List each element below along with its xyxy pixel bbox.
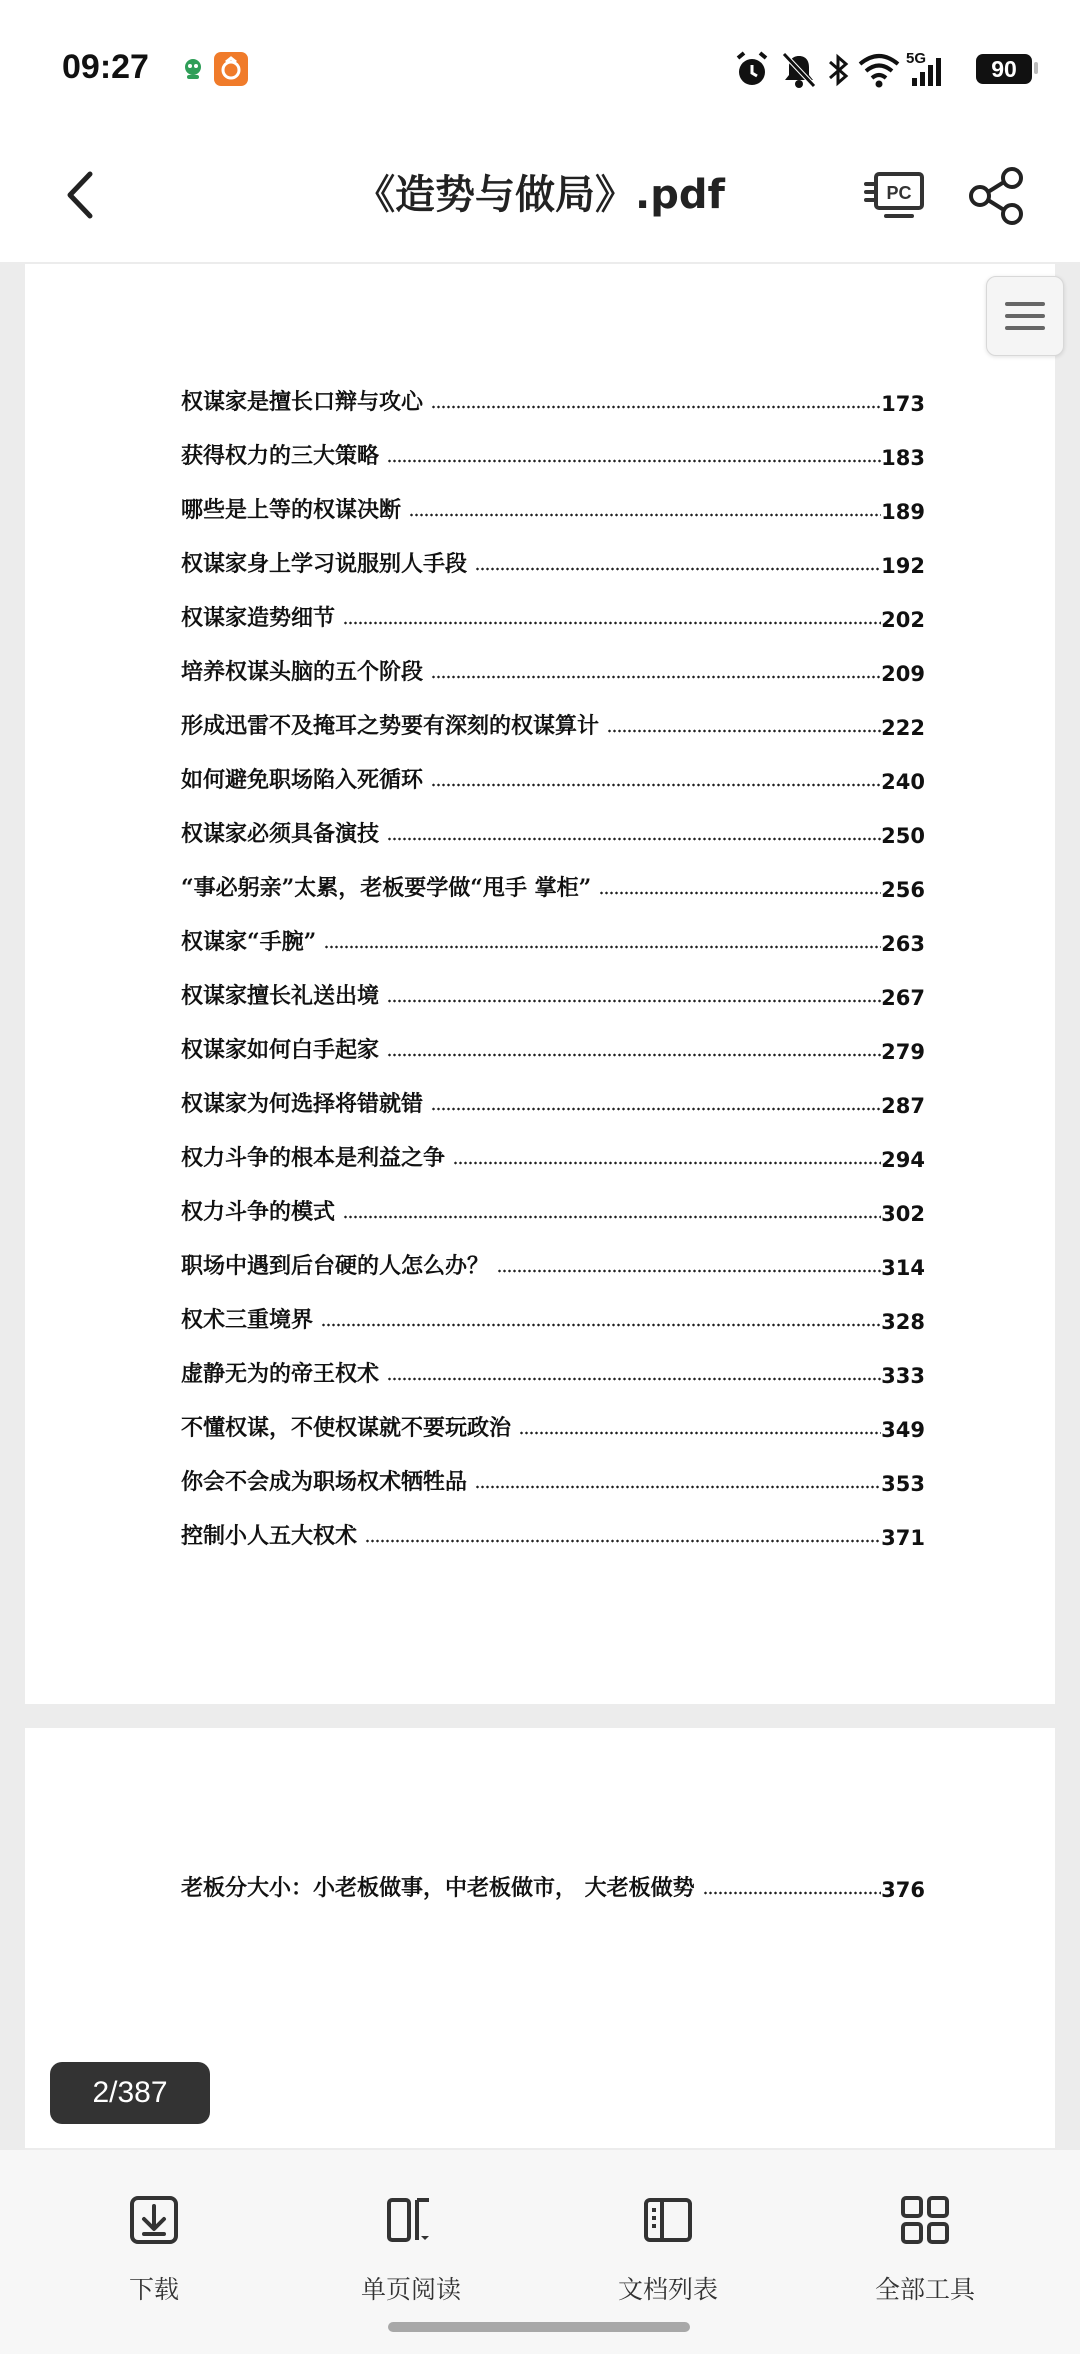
- signal-icon: [908, 48, 950, 92]
- battery-tip: [1034, 62, 1038, 74]
- grid-icon: [897, 2192, 953, 2248]
- pdf-page[interactable]: [25, 264, 1055, 1704]
- page-indicator: 2/387: [50, 2062, 210, 2124]
- toc-entry[interactable]: [181, 862, 925, 902]
- toc-entry-title: 权谋家“手腕”: [181, 929, 317, 955]
- toc-entry[interactable]: [181, 1402, 925, 1442]
- toc-entry[interactable]: [181, 1456, 925, 1496]
- toc-entry-page: 353: [881, 1472, 925, 1496]
- toc-entry[interactable]: [181, 1348, 925, 1388]
- toc-entry[interactable]: [181, 916, 925, 956]
- all-tools-label: 全部工具: [874, 2275, 975, 2304]
- toc-leader-dots: [387, 837, 881, 841]
- toc-entry-page: 302: [881, 1202, 925, 1226]
- toc-entry-page: 349: [881, 1418, 925, 1442]
- toc-entry[interactable]: [181, 376, 925, 416]
- single-page-icon: [383, 2192, 439, 2248]
- toc-leader-dots: [453, 1161, 881, 1165]
- back-button[interactable]: [50, 160, 120, 230]
- toc-leader-dots: [324, 945, 881, 949]
- toc-entry-title: 权术三重境界: [181, 1307, 314, 1333]
- toc-leader-dots: [607, 729, 881, 733]
- alarm-icon: [732, 48, 772, 92]
- toc-entry-page: 314: [881, 1256, 925, 1280]
- toc-entry-title: 如何避免职场陷入死循环: [181, 767, 424, 793]
- toc-entry-title: 权谋家是擅长口辩与攻心: [181, 389, 424, 415]
- toc-entry-title: 不懂权谋，不使权谋就不要玩政治: [181, 1415, 512, 1441]
- menu-icon-bar-2: [1005, 326, 1045, 330]
- toc-entry-page: 240: [881, 770, 925, 794]
- status-bar: [0, 0, 1080, 130]
- toc-entry-page: 371: [881, 1526, 925, 1550]
- toc-entry-page: 279: [881, 1040, 925, 1064]
- toc-entry-title: 老板分大小：小老板做事，中老板做市， 大老板做势: [181, 1875, 695, 1901]
- toc-leader-dots: [599, 891, 881, 895]
- toc-entry-page: 333: [881, 1364, 925, 1388]
- single-page-label: 单页阅读: [360, 2275, 461, 2304]
- toc-entry-page: 328: [881, 1310, 925, 1334]
- toc-leader-dots: [387, 1053, 881, 1057]
- toc-entry-title: 权谋家身上学习说服别人手段: [181, 551, 468, 577]
- toc-entry[interactable]: [181, 1132, 925, 1172]
- toc-leader-dots: [365, 1539, 881, 1543]
- toc-entry-title: 职场中遇到后台硬的人怎么办？: [181, 1253, 490, 1279]
- toc-leader-dots: [431, 675, 881, 679]
- toc-entry-page: 202: [881, 608, 925, 632]
- all-tools-button[interactable]: [815, 2192, 1035, 2312]
- share-icon: [962, 160, 1032, 230]
- toc-entry-page: 183: [881, 446, 925, 470]
- toc-entry-title: 获得权力的三大策略: [181, 443, 380, 469]
- toc-leader-dots: [431, 783, 881, 787]
- toc-entry-page: 256: [881, 878, 925, 902]
- download-icon: [126, 2192, 182, 2248]
- toc-entry-page: 189: [881, 500, 925, 524]
- toc-entry[interactable]: [181, 646, 925, 686]
- toc-entry-title: 权力斗争的模式: [181, 1199, 336, 1225]
- toc-leader-dots: [497, 1269, 881, 1273]
- toc-leader-dots: [431, 405, 881, 409]
- document-list-button[interactable]: [558, 2192, 778, 2312]
- toc-leader-dots: [475, 567, 881, 571]
- toc-entry[interactable]: [181, 1294, 925, 1334]
- toc-leader-dots: [343, 621, 881, 625]
- document-list-icon: [640, 2192, 696, 2248]
- share-button[interactable]: [962, 160, 1032, 230]
- toc-entry[interactable]: [181, 430, 925, 470]
- toc-entry-page: 192: [881, 554, 925, 578]
- toc-entry[interactable]: [181, 1240, 925, 1280]
- app-header: [0, 130, 1080, 262]
- toc-entry[interactable]: [181, 1862, 925, 1902]
- toc-entry-title: 权谋家必须具备演技: [181, 821, 380, 847]
- toc-leader-dots: [387, 999, 881, 1003]
- toc-leader-dots: [409, 513, 881, 517]
- toc-entry[interactable]: [181, 484, 925, 524]
- document-list-label: 文档列表: [617, 2275, 718, 2304]
- pc-label: PC: [886, 183, 912, 203]
- notification-app-icon-2: [214, 52, 248, 86]
- toc-leader-dots: [321, 1323, 881, 1327]
- wifi-icon: [856, 48, 902, 92]
- outline-menu-button[interactable]: [986, 276, 1064, 356]
- toc-entry-page: 250: [881, 824, 925, 848]
- toc-entry-title: 形成迅雷不及掩耳之势要有深刻的权谋算计: [181, 713, 600, 739]
- toc-leader-dots: [387, 459, 881, 463]
- toc-entry-title: 控制小人五大权术: [181, 1523, 358, 1549]
- toc-entry-title: 你会不会成为职场权术牺牲品: [181, 1469, 468, 1495]
- open-on-pc-button[interactable]: [860, 160, 930, 230]
- toc-entry-title: 权谋家造势细节: [181, 605, 336, 631]
- toc-entry-page: 376: [881, 1878, 925, 1902]
- toc-entry[interactable]: [181, 808, 925, 848]
- toc-entry[interactable]: [181, 592, 925, 632]
- toc-entry-title: 权谋家擅长礼送出境: [181, 983, 380, 1009]
- toc-entry-title: 权力斗争的根本是利益之争: [181, 1145, 446, 1171]
- toc-entry[interactable]: [181, 1510, 925, 1550]
- download-label: 下载: [128, 2275, 179, 2304]
- toc-entry-page: 209: [881, 662, 925, 686]
- toc-entry-title: 虚静无为的帝王权术: [181, 1361, 380, 1387]
- toc-entry-title: “事必躬亲”太累，老板要学做“甩手 掌柜”: [181, 875, 592, 901]
- toc-leader-dots: [519, 1431, 881, 1435]
- toc-entry-page: 287: [881, 1094, 925, 1118]
- toc-entry[interactable]: [181, 1186, 925, 1226]
- toc-entry[interactable]: [181, 1078, 925, 1118]
- network-type: 5G: [906, 50, 927, 67]
- toc-leader-dots: [343, 1215, 881, 1219]
- toc-entry[interactable]: [181, 1024, 925, 1064]
- home-indicator[interactable]: [388, 2322, 690, 2332]
- toc-leader-dots: [703, 1891, 881, 1895]
- menu-icon-bar: [1005, 314, 1045, 318]
- toc-entry[interactable]: [181, 754, 925, 794]
- pc-transfer-icon: [860, 160, 930, 230]
- toc-leader-dots: [475, 1485, 881, 1489]
- document-title: 《造势与做局》.pdf: [355, 172, 725, 218]
- chevron-left-icon: [50, 160, 120, 230]
- toc-entry-title: 权谋家如何白手起家: [181, 1037, 380, 1063]
- battery-indicator: 90: [976, 54, 1032, 84]
- toc-entry[interactable]: [181, 970, 925, 1010]
- status-time: 09:27: [62, 48, 149, 86]
- toc-leader-dots: [387, 1377, 881, 1381]
- toc-entry-page: 173: [881, 392, 925, 416]
- toc-leader-dots: [431, 1107, 881, 1111]
- bluetooth-icon: [824, 48, 852, 92]
- mute-icon: [780, 48, 818, 92]
- toc-entry-title: 权谋家为何选择将错就错: [181, 1091, 424, 1117]
- toc-entry-title: 哪些是上等的权谋决断: [181, 497, 402, 523]
- toc-entry-title: 培养权谋头脑的五个阶段: [181, 659, 424, 685]
- download-button[interactable]: [44, 2192, 264, 2312]
- toc-entry[interactable]: [181, 700, 925, 740]
- toc-entry[interactable]: [181, 538, 925, 578]
- toc-entry-page: 263: [881, 932, 925, 956]
- toc-entry-page: 294: [881, 1148, 925, 1172]
- single-page-read-button[interactable]: [301, 2192, 521, 2312]
- toc-entry-page: 267: [881, 986, 925, 1010]
- toc-entry-page: 222: [881, 716, 925, 740]
- menu-icon: [1005, 302, 1045, 306]
- notification-app-icon: [176, 52, 210, 86]
